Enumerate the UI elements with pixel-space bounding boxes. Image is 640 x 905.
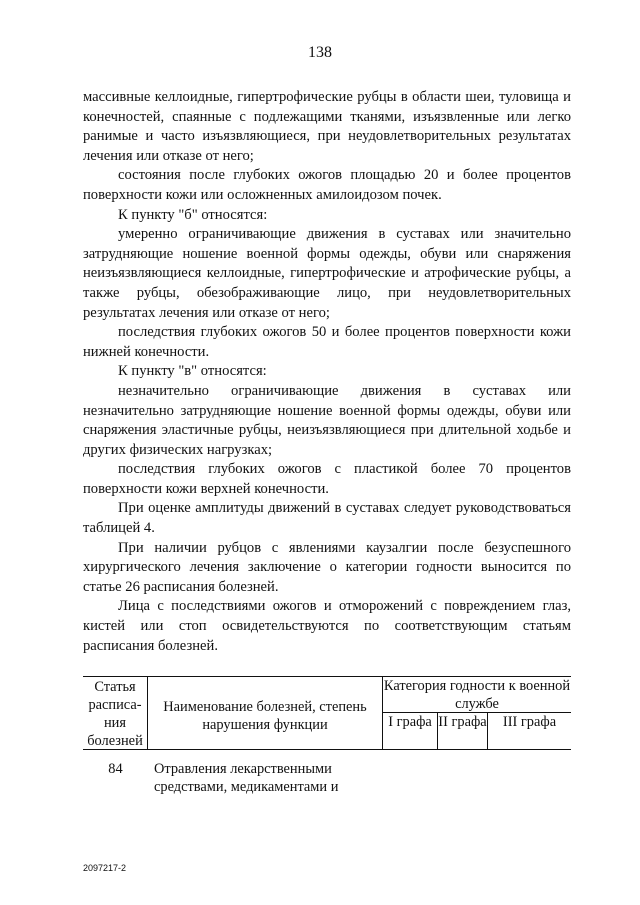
paragraph: К пункту "в" относятся: (118, 363, 267, 380)
paragraph: При оценке амплитуды движений в суставах следует руководствоваться таблицей 4. (83, 500, 571, 537)
table-row (83, 750, 571, 796)
header-article: Статья расписа-ния болезней (83, 677, 148, 750)
category-grafs (383, 713, 571, 750)
header-name: Наименование болезней, степень нарушения функции (148, 677, 383, 750)
graf-3: III графа (502, 714, 557, 730)
table-header (83, 676, 571, 750)
row-description: Отравления лекарственными средствами, медикаментами и (154, 761, 339, 795)
graf-1: I графа (383, 713, 438, 750)
category-title: Категория годности к военной службе (383, 678, 571, 712)
footer-code: 2097217-2 (83, 863, 127, 873)
header-category (383, 677, 571, 750)
row-empty (383, 760, 571, 796)
paragraph: последствия глубоких ожогов с пластикой более 70 процентов поверхности кожи верхней конечности. (83, 461, 571, 497)
paragraph: К пункту "б" относятся: (118, 206, 268, 223)
paragraph: состояния после глубоких ожогов площадью 20 и более процентов поверхности кожи или осложненных амилоидозом почек. (83, 167, 571, 203)
paragraph: незначительно ограничивающие движения в суставах или незначительно затрудняющие ношение военной формы одежды, обуви или снаряжения эластичные рубцы, неизъязвляющиеся при длительной ходьбе и других физических нагрузках; (83, 382, 571, 458)
paragraph: При наличии рубцов с явлениями каузалгии после безуспешного хирургического лечения заключение о категории годности выносится по статье 26 расписания болезней. (83, 539, 571, 595)
row-number: 84 (108, 761, 123, 777)
body-text (83, 88, 571, 656)
disease-table (83, 676, 571, 796)
page-number: 138 (308, 44, 332, 61)
paragraph: Лица с последствиями ожогов и отморожений с повреждением глаз, кистей или стоп освидетельствуются по соответствующим статьям расписания болезней. (83, 598, 571, 654)
graf-2: II графа (438, 713, 488, 750)
paragraph: последствия глубоких ожогов 50 и более процентов поверхности кожи нижней конечности. (83, 324, 571, 360)
paragraph: умеренно ограничивающие движения в суставах или значительно затрудняющие ношение военной формы одежды, обуви или снаряжения неизъязвляющиеся келлоидные, гипертрофические и атрофические рубцы, а также рубцы, обезображивающие лицо, при неудовлетворительных результатах лечения или отказе от него; (83, 226, 571, 321)
paragraph: массивные келлоидные, гипертрофические рубцы в области шеи, туловища и конечностей, спаянные с подлежащими тканями, изъязвленные или легко ранимые и часто изъязвляющиеся, при неудовлетворительных результатах лечения или отказе от него; (83, 89, 571, 164)
